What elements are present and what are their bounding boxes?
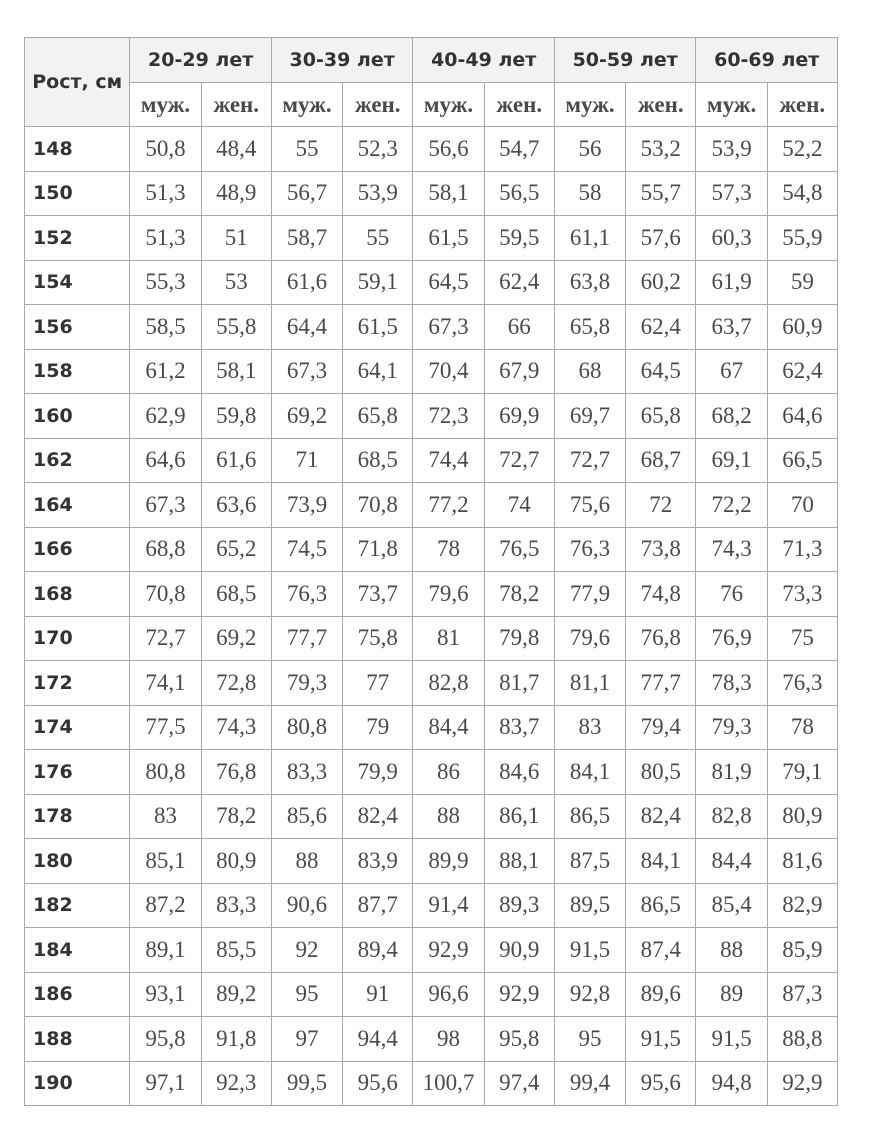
male-weight-cell: 51,3 xyxy=(130,171,201,216)
female-weight-cell: 91,8 xyxy=(201,1017,271,1062)
male-weight-cell: 90,6 xyxy=(271,883,342,928)
male-weight-cell: 67,3 xyxy=(271,349,342,394)
female-weight-cell: 84,6 xyxy=(484,750,554,795)
female-weight-cell: 80,9 xyxy=(767,794,837,839)
table-row xyxy=(25,127,838,172)
male-weight-cell: 84,1 xyxy=(554,750,625,795)
female-weight-cell: 87,3 xyxy=(767,972,837,1017)
male-weight-cell: 72,2 xyxy=(696,483,767,528)
male-weight-cell: 58,1 xyxy=(413,171,484,216)
male-weight-cell: 79,3 xyxy=(696,705,767,750)
female-weight-cell: 55,7 xyxy=(626,171,696,216)
male-weight-cell: 55,3 xyxy=(130,260,201,305)
height-column-header: Рост, см xyxy=(25,38,130,127)
female-weight-cell: 73,7 xyxy=(343,572,413,617)
male-weight-cell: 83 xyxy=(130,794,201,839)
female-weight-cell: 89,4 xyxy=(343,928,413,973)
male-weight-cell: 100,7 xyxy=(413,1061,484,1106)
female-column-header: жен. xyxy=(484,83,554,127)
male-weight-cell: 68,2 xyxy=(696,394,767,439)
female-weight-cell: 68,5 xyxy=(343,438,413,483)
male-weight-cell: 77,2 xyxy=(413,483,484,528)
male-column-header: муж. xyxy=(271,83,342,127)
male-weight-cell: 69,2 xyxy=(271,394,342,439)
female-weight-cell: 82,4 xyxy=(626,794,696,839)
female-weight-cell: 79 xyxy=(343,705,413,750)
sex-header-row xyxy=(25,83,838,127)
age-group-header: 50-59 лет xyxy=(554,38,696,83)
male-weight-cell: 85,4 xyxy=(696,883,767,928)
male-weight-cell: 63,8 xyxy=(554,260,625,305)
male-weight-cell: 58,5 xyxy=(130,305,201,350)
male-weight-cell: 95 xyxy=(271,972,342,1017)
age-header-row xyxy=(25,38,838,83)
female-weight-cell: 65,8 xyxy=(343,394,413,439)
female-weight-cell: 73,8 xyxy=(626,527,696,572)
female-weight-cell: 59,1 xyxy=(343,260,413,305)
male-weight-cell: 67,3 xyxy=(413,305,484,350)
female-weight-cell: 86,1 xyxy=(484,794,554,839)
female-weight-cell: 52,2 xyxy=(767,127,837,172)
female-weight-cell: 51 xyxy=(201,216,271,261)
female-weight-cell: 68,5 xyxy=(201,572,271,617)
male-weight-cell: 97 xyxy=(271,1017,342,1062)
table-row xyxy=(25,883,838,928)
male-weight-cell: 85,1 xyxy=(130,839,201,884)
table-row xyxy=(25,260,838,305)
male-weight-cell: 92,8 xyxy=(554,972,625,1017)
female-weight-cell: 79,1 xyxy=(767,750,837,795)
male-weight-cell: 76 xyxy=(696,572,767,617)
female-weight-cell: 75 xyxy=(767,616,837,661)
female-weight-cell: 84,1 xyxy=(626,839,696,884)
age-group-header: 20-29 лет xyxy=(130,38,272,83)
table-row xyxy=(25,616,838,661)
height-cell: 152 xyxy=(25,216,130,261)
male-weight-cell: 72,3 xyxy=(413,394,484,439)
age-group-header: 40-49 лет xyxy=(413,38,555,83)
female-weight-cell: 48,9 xyxy=(201,171,271,216)
female-weight-cell: 89,6 xyxy=(626,972,696,1017)
male-weight-cell: 80,8 xyxy=(130,750,201,795)
female-weight-cell: 58,1 xyxy=(201,349,271,394)
male-weight-cell: 56 xyxy=(554,127,625,172)
height-cell: 182 xyxy=(25,883,130,928)
female-weight-cell: 77,7 xyxy=(626,661,696,706)
female-weight-cell: 75,8 xyxy=(343,616,413,661)
female-weight-cell: 59,8 xyxy=(201,394,271,439)
male-weight-cell: 81 xyxy=(413,616,484,661)
male-weight-cell: 99,5 xyxy=(271,1061,342,1106)
male-weight-cell: 89,5 xyxy=(554,883,625,928)
female-weight-cell: 78 xyxy=(767,705,837,750)
female-weight-cell: 73,3 xyxy=(767,572,837,617)
table-row xyxy=(25,1061,838,1106)
female-weight-cell: 68,7 xyxy=(626,438,696,483)
table-row xyxy=(25,349,838,394)
male-weight-cell: 77,7 xyxy=(271,616,342,661)
female-weight-cell: 54,8 xyxy=(767,171,837,216)
male-weight-cell: 67,3 xyxy=(130,483,201,528)
table-row xyxy=(25,572,838,617)
male-weight-cell: 70,8 xyxy=(130,572,201,617)
female-weight-cell: 79,9 xyxy=(343,750,413,795)
female-weight-cell: 65,8 xyxy=(626,394,696,439)
male-weight-cell: 85,6 xyxy=(271,794,342,839)
female-weight-cell: 63,6 xyxy=(201,483,271,528)
female-weight-cell: 60,9 xyxy=(767,305,837,350)
female-weight-cell: 54,7 xyxy=(484,127,554,172)
male-weight-cell: 53,9 xyxy=(696,127,767,172)
height-cell: 156 xyxy=(25,305,130,350)
table-row xyxy=(25,661,838,706)
male-weight-cell: 83 xyxy=(554,705,625,750)
height-cell: 154 xyxy=(25,260,130,305)
male-weight-cell: 81,9 xyxy=(696,750,767,795)
female-weight-cell: 55,9 xyxy=(767,216,837,261)
male-weight-cell: 91,4 xyxy=(413,883,484,928)
male-weight-cell: 70,4 xyxy=(413,349,484,394)
female-weight-cell: 64,6 xyxy=(767,394,837,439)
female-weight-cell: 80,9 xyxy=(201,839,271,884)
male-weight-cell: 89 xyxy=(696,972,767,1017)
male-weight-cell: 88 xyxy=(271,839,342,884)
female-weight-cell: 78,2 xyxy=(201,794,271,839)
male-weight-cell: 71 xyxy=(271,438,342,483)
male-weight-cell: 74,5 xyxy=(271,527,342,572)
female-weight-cell: 88,8 xyxy=(767,1017,837,1062)
female-weight-cell: 57,6 xyxy=(626,216,696,261)
male-weight-cell: 58,7 xyxy=(271,216,342,261)
age-group-header: 30-39 лет xyxy=(271,38,413,83)
female-weight-cell: 83,7 xyxy=(484,705,554,750)
male-weight-cell: 91,5 xyxy=(554,928,625,973)
male-weight-cell: 92 xyxy=(271,928,342,973)
female-weight-cell: 88,1 xyxy=(484,839,554,884)
female-weight-cell: 59 xyxy=(767,260,837,305)
female-weight-cell: 65,2 xyxy=(201,527,271,572)
female-weight-cell: 61,5 xyxy=(343,305,413,350)
female-weight-cell: 71,3 xyxy=(767,527,837,572)
male-weight-cell: 76,3 xyxy=(271,572,342,617)
age-group-header: 60-69 лет xyxy=(696,38,838,83)
male-weight-cell: 62,9 xyxy=(130,394,201,439)
male-weight-cell: 88 xyxy=(413,794,484,839)
female-weight-cell: 95,6 xyxy=(626,1061,696,1106)
male-weight-cell: 79,6 xyxy=(554,616,625,661)
male-weight-cell: 87,5 xyxy=(554,839,625,884)
male-weight-cell: 82,8 xyxy=(413,661,484,706)
female-weight-cell: 72,7 xyxy=(484,438,554,483)
male-weight-cell: 56,7 xyxy=(271,171,342,216)
male-weight-cell: 89,1 xyxy=(130,928,201,973)
male-weight-cell: 95 xyxy=(554,1017,625,1062)
female-weight-cell: 82,9 xyxy=(767,883,837,928)
female-weight-cell: 77 xyxy=(343,661,413,706)
female-column-header: жен. xyxy=(201,83,271,127)
male-weight-cell: 83,3 xyxy=(271,750,342,795)
female-weight-cell: 87,7 xyxy=(343,883,413,928)
male-weight-cell: 51,3 xyxy=(130,216,201,261)
male-weight-cell: 84,4 xyxy=(413,705,484,750)
female-weight-cell: 92,9 xyxy=(484,972,554,1017)
table-row xyxy=(25,794,838,839)
table-row xyxy=(25,216,838,261)
table-row xyxy=(25,750,838,795)
female-weight-cell: 74,3 xyxy=(201,705,271,750)
table-row xyxy=(25,305,838,350)
table-row xyxy=(25,972,838,1017)
female-weight-cell: 90,9 xyxy=(484,928,554,973)
male-weight-cell: 73,9 xyxy=(271,483,342,528)
male-weight-cell: 68,8 xyxy=(130,527,201,572)
height-cell: 174 xyxy=(25,705,130,750)
male-weight-cell: 61,9 xyxy=(696,260,767,305)
male-weight-cell: 77,5 xyxy=(130,705,201,750)
female-weight-cell: 97,4 xyxy=(484,1061,554,1106)
female-weight-cell: 81,6 xyxy=(767,839,837,884)
height-cell: 190 xyxy=(25,1061,130,1106)
female-weight-cell: 71,8 xyxy=(343,527,413,572)
male-weight-cell: 88 xyxy=(696,928,767,973)
height-cell: 186 xyxy=(25,972,130,1017)
female-weight-cell: 70 xyxy=(767,483,837,528)
table-row xyxy=(25,1017,838,1062)
male-weight-cell: 82,8 xyxy=(696,794,767,839)
female-weight-cell: 78,2 xyxy=(484,572,554,617)
table-row xyxy=(25,171,838,216)
table-row xyxy=(25,527,838,572)
female-weight-cell: 89,2 xyxy=(201,972,271,1017)
female-weight-cell: 85,5 xyxy=(201,928,271,973)
height-cell: 164 xyxy=(25,483,130,528)
male-weight-cell: 78 xyxy=(413,527,484,572)
male-weight-cell: 63,7 xyxy=(696,305,767,350)
male-weight-cell: 61,6 xyxy=(271,260,342,305)
height-cell: 162 xyxy=(25,438,130,483)
male-weight-cell: 89,9 xyxy=(413,839,484,884)
male-weight-cell: 79,3 xyxy=(271,661,342,706)
female-weight-cell: 52,3 xyxy=(343,127,413,172)
male-weight-cell: 96,6 xyxy=(413,972,484,1017)
female-column-header: жен. xyxy=(626,83,696,127)
height-cell: 160 xyxy=(25,394,130,439)
male-weight-cell: 64,6 xyxy=(130,438,201,483)
female-weight-cell: 92,9 xyxy=(767,1061,837,1106)
height-cell: 180 xyxy=(25,839,130,884)
male-weight-cell: 78,3 xyxy=(696,661,767,706)
female-weight-cell: 72 xyxy=(626,483,696,528)
male-weight-cell: 99,4 xyxy=(554,1061,625,1106)
male-weight-cell: 94,8 xyxy=(696,1061,767,1106)
male-column-header: муж. xyxy=(413,83,484,127)
male-column-header: муж. xyxy=(554,83,625,127)
male-weight-cell: 72,7 xyxy=(554,438,625,483)
male-weight-cell: 97,1 xyxy=(130,1061,201,1106)
male-weight-cell: 57,3 xyxy=(696,171,767,216)
female-weight-cell: 66 xyxy=(484,305,554,350)
height-cell: 188 xyxy=(25,1017,130,1062)
height-cell: 172 xyxy=(25,661,130,706)
male-weight-cell: 64,5 xyxy=(413,260,484,305)
female-weight-cell: 62,4 xyxy=(626,305,696,350)
female-weight-cell: 91 xyxy=(343,972,413,1017)
table-row xyxy=(25,438,838,483)
female-weight-cell: 80,5 xyxy=(626,750,696,795)
female-weight-cell: 66,5 xyxy=(767,438,837,483)
height-cell: 176 xyxy=(25,750,130,795)
male-weight-cell: 84,4 xyxy=(696,839,767,884)
female-column-header: жен. xyxy=(767,83,837,127)
height-cell: 184 xyxy=(25,928,130,973)
table-body xyxy=(25,127,838,1106)
male-weight-cell: 50,8 xyxy=(130,127,201,172)
female-weight-cell: 79,4 xyxy=(626,705,696,750)
female-weight-cell: 59,5 xyxy=(484,216,554,261)
male-weight-cell: 81,1 xyxy=(554,661,625,706)
male-weight-cell: 76,9 xyxy=(696,616,767,661)
male-weight-cell: 55 xyxy=(271,127,342,172)
female-weight-cell: 92,3 xyxy=(201,1061,271,1106)
female-weight-cell: 60,2 xyxy=(626,260,696,305)
height-cell: 178 xyxy=(25,794,130,839)
female-weight-cell: 53,2 xyxy=(626,127,696,172)
female-weight-cell: 91,5 xyxy=(626,1017,696,1062)
male-weight-cell: 58 xyxy=(554,171,625,216)
female-weight-cell: 94,4 xyxy=(343,1017,413,1062)
table-row xyxy=(25,928,838,973)
female-weight-cell: 64,5 xyxy=(626,349,696,394)
male-weight-cell: 72,7 xyxy=(130,616,201,661)
male-weight-cell: 87,2 xyxy=(130,883,201,928)
female-weight-cell: 87,4 xyxy=(626,928,696,973)
male-weight-cell: 95,8 xyxy=(130,1017,201,1062)
height-cell: 170 xyxy=(25,616,130,661)
male-column-header: муж. xyxy=(130,83,201,127)
male-column-header: муж. xyxy=(696,83,767,127)
male-weight-cell: 77,9 xyxy=(554,572,625,617)
female-weight-cell: 67,9 xyxy=(484,349,554,394)
height-cell: 168 xyxy=(25,572,130,617)
female-weight-cell: 53,9 xyxy=(343,171,413,216)
male-weight-cell: 98 xyxy=(413,1017,484,1062)
female-weight-cell: 55 xyxy=(343,216,413,261)
male-weight-cell: 60,3 xyxy=(696,216,767,261)
table-row xyxy=(25,839,838,884)
male-weight-cell: 64,4 xyxy=(271,305,342,350)
male-weight-cell: 65,8 xyxy=(554,305,625,350)
female-weight-cell: 76,5 xyxy=(484,527,554,572)
male-weight-cell: 76,3 xyxy=(554,527,625,572)
male-weight-cell: 68 xyxy=(554,349,625,394)
male-weight-cell: 74,1 xyxy=(130,661,201,706)
female-weight-cell: 53 xyxy=(201,260,271,305)
weight-height-table xyxy=(24,37,838,1106)
female-weight-cell: 48,4 xyxy=(201,127,271,172)
table-row xyxy=(25,394,838,439)
female-weight-cell: 79,8 xyxy=(484,616,554,661)
female-weight-cell: 70,8 xyxy=(343,483,413,528)
female-weight-cell: 74 xyxy=(484,483,554,528)
male-weight-cell: 61,1 xyxy=(554,216,625,261)
female-weight-cell: 69,9 xyxy=(484,394,554,439)
female-weight-cell: 56,5 xyxy=(484,171,554,216)
male-weight-cell: 74,4 xyxy=(413,438,484,483)
male-weight-cell: 92,9 xyxy=(413,928,484,973)
male-weight-cell: 75,6 xyxy=(554,483,625,528)
height-cell: 148 xyxy=(25,127,130,172)
table-row xyxy=(25,483,838,528)
male-weight-cell: 69,1 xyxy=(696,438,767,483)
male-weight-cell: 61,2 xyxy=(130,349,201,394)
female-weight-cell: 95,6 xyxy=(343,1061,413,1106)
female-weight-cell: 86,5 xyxy=(626,883,696,928)
female-weight-cell: 76,3 xyxy=(767,661,837,706)
female-weight-cell: 83,3 xyxy=(201,883,271,928)
female-weight-cell: 55,8 xyxy=(201,305,271,350)
female-weight-cell: 64,1 xyxy=(343,349,413,394)
female-weight-cell: 61,6 xyxy=(201,438,271,483)
male-weight-cell: 91,5 xyxy=(696,1017,767,1062)
female-weight-cell: 82,4 xyxy=(343,794,413,839)
female-weight-cell: 85,9 xyxy=(767,928,837,973)
male-weight-cell: 69,7 xyxy=(554,394,625,439)
male-weight-cell: 93,1 xyxy=(130,972,201,1017)
female-weight-cell: 81,7 xyxy=(484,661,554,706)
female-column-header: жен. xyxy=(343,83,413,127)
height-cell: 150 xyxy=(25,171,130,216)
height-cell: 158 xyxy=(25,349,130,394)
male-weight-cell: 56,6 xyxy=(413,127,484,172)
female-weight-cell: 62,4 xyxy=(767,349,837,394)
male-weight-cell: 67 xyxy=(696,349,767,394)
female-weight-cell: 72,8 xyxy=(201,661,271,706)
height-cell: 166 xyxy=(25,527,130,572)
female-weight-cell: 83,9 xyxy=(343,839,413,884)
male-weight-cell: 74,3 xyxy=(696,527,767,572)
male-weight-cell: 86,5 xyxy=(554,794,625,839)
female-weight-cell: 89,3 xyxy=(484,883,554,928)
female-weight-cell: 95,8 xyxy=(484,1017,554,1062)
female-weight-cell: 62,4 xyxy=(484,260,554,305)
male-weight-cell: 61,5 xyxy=(413,216,484,261)
male-weight-cell: 79,6 xyxy=(413,572,484,617)
male-weight-cell: 86 xyxy=(413,750,484,795)
female-weight-cell: 74,8 xyxy=(626,572,696,617)
female-weight-cell: 69,2 xyxy=(201,616,271,661)
male-weight-cell: 80,8 xyxy=(271,705,342,750)
female-weight-cell: 76,8 xyxy=(201,750,271,795)
table-row xyxy=(25,705,838,750)
female-weight-cell: 76,8 xyxy=(626,616,696,661)
